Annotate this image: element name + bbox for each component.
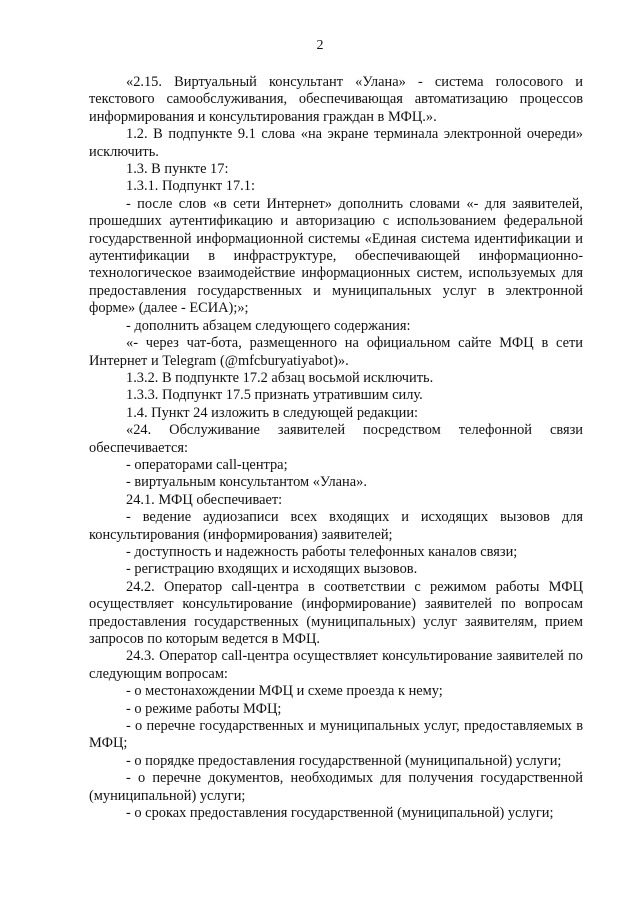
list-item-location: - о местонахождении МФЦ и схеме проезда к нему; [126,683,443,700]
list-item-service-terms: - о сроках предоставления государственной (муниципальной) услуги; [126,805,554,822]
paragraph-add-clause: - дополнить абзацем следующего содержания: [126,317,411,334]
page-number: 2 [316,38,324,53]
paragraph-24-1: 24.1. МФЦ обеспечивает: [126,491,283,508]
list-item-service-procedure: - о порядке предоставления государственной (муниципальной) услуги; [126,752,562,769]
paragraph-1-4: 1.4. Пункт 24 изложить в следующей редакции: [126,404,419,421]
paragraph-24-3: 24.3. Оператор call-центра осуществляет консультирование заявителей по следующим вопросам: [89,648,583,682]
document-body [89,74,583,822]
paragraph-chat-bot: «- через чат-бота, размещенного на официальном сайте МФЦ в сети Интернет и Telegram (@mfcburyatiyabot)». [89,335,583,369]
paragraph-2-15-definition: «2.15. Виртуальный консультант «Улана» - система голосового и текстового самообслуживания, обеспечивающая автоматизацию процессов информирования и консультирования граждан в МФЦ.». [89,74,583,125]
list-item-services-list: - о перечне государственных и муниципальных услуг, предоставляемых в МФЦ; [89,718,583,752]
paragraph-1-3-3: 1.3.3. Подпункт 17.5 признать утратившим силу. [126,387,423,404]
paragraph-24-2: 24.2. Оператор call-центра в соответствии с режимом работы МФЦ осуществляет консультирование (информирование) заявителей по вопросам предоставления государственных (муниципальных) услуг заявителям, прием запросов по которым ведется в МФЦ. [89,578,583,647]
paragraph-24: «24. Обслуживание заявителей посредством телефонной связи обеспечивается: [89,422,583,456]
list-item-virtual-consultant: - виртуальным консультантом «Улана». [126,474,367,491]
paragraph-1-3-1: 1.3.1. Подпункт 17.1: [126,178,255,195]
list-item-call-center: - операторами call-центра; [126,456,288,473]
list-item-documents-list: - о перечне документов, необходимых для получения государственной (муниципальной) услуги; [89,770,583,804]
paragraph-1-3: 1.3. В пункте 17: [126,161,229,178]
paragraph-1-2: 1.2. В подпункте 9.1 слова «на экране терминала электронной очереди» исключить. [89,126,583,160]
list-item-call-registration: - регистрацию входящих и исходящих вызовов. [126,561,418,578]
list-item-channel-reliability: - доступность и надежность работы телефонных каналов связи; [126,543,518,560]
paragraph-esia-addition: - после слов «в сети Интернет» дополнить словами «- для заявителей, прошедших аутентификацию и авторизацию с использованием федеральной государственной информационной системы «Единая система идентификации и аутентификации в инфраструктуре, обеспечивающей информационно-технологическое взаимодействие информационных систем, используемых для предоставления государственных и муниципальных услуг в электронной форме» (далее - ЕСИА);»; [89,195,583,317]
paragraph-1-3-2: 1.3.2. В подпункте 17.2 абзац восьмой исключить. [126,369,434,386]
list-item-audio-recording: - ведение аудиозаписи всех входящих и исходящих вызовов для консультирования (информирования) заявителей; [89,509,583,543]
list-item-working-hours: - о режиме работы МФЦ; [126,700,282,717]
